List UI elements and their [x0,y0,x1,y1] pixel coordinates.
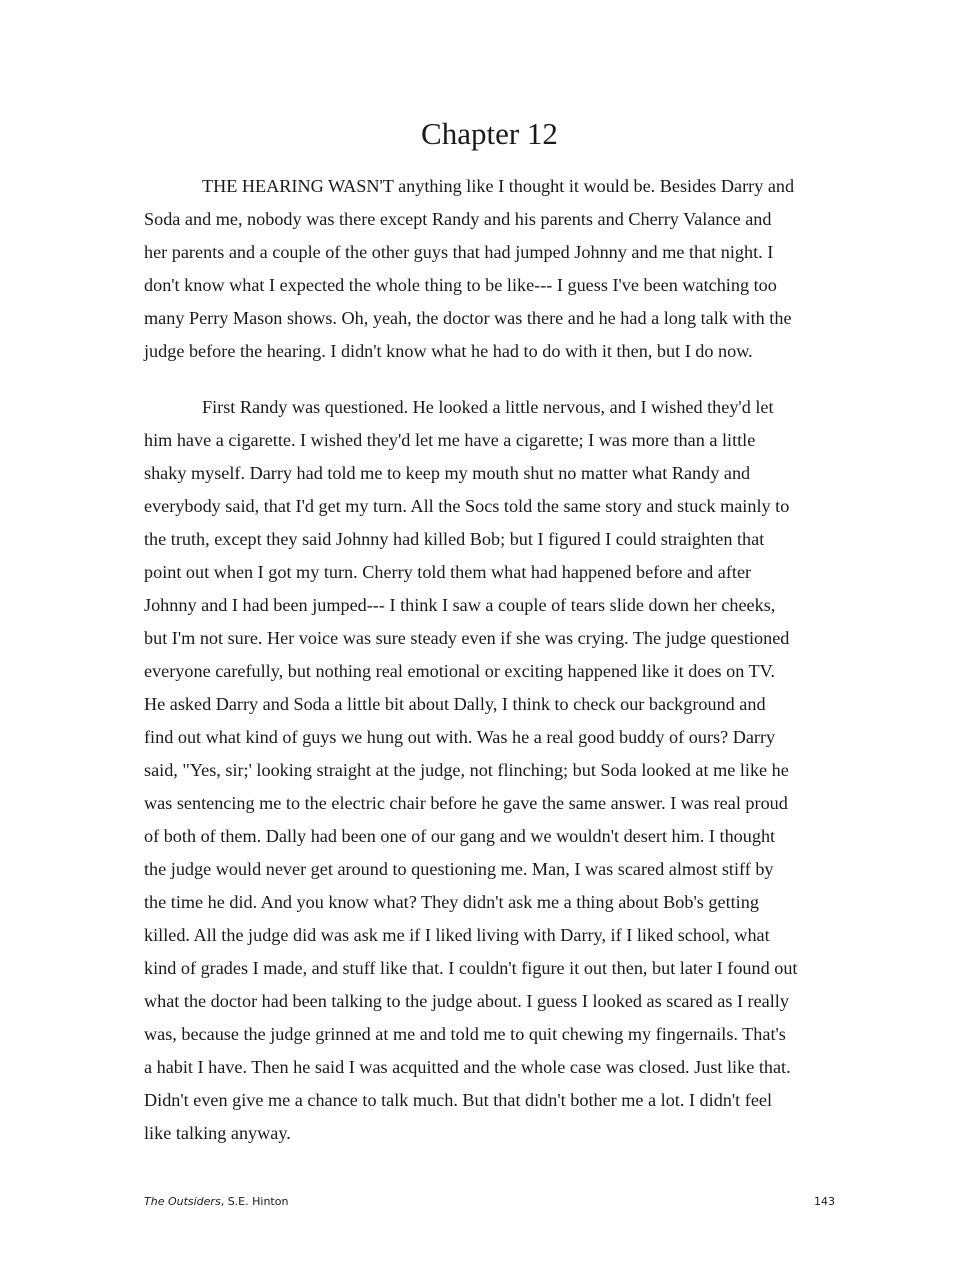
footer-book-credit [144,1194,288,1210]
text-line: a habit I have. Then he said I was acquitted and the whole case was closed. Just like that. [144,1057,791,1077]
text-line: the truth, except they said Johnny had killed Bob; but I figured I could straighten that [144,529,765,549]
body-text [144,170,836,1150]
text-line: the time he did. And you know what? They didn't ask me a thing about Bob's getting [144,892,759,912]
footer-author: , S.E. Hinton [220,1195,289,1208]
text-line: many Perry Mason shows. Oh, yeah, the doctor was there and he had a long talk with the [144,308,792,328]
footer-book-title: The Outsiders [144,1195,221,1208]
text-line: don't know what I expected the whole thing to be like--- I guess I've been watching too [144,275,777,295]
text-line: First Randy was questioned. He looked a little nervous, and I wished they'd let [202,397,774,417]
text-line: was sentencing me to the electric chair before he gave the same answer. I was real proud [144,793,788,813]
text-line: THE HEARING WASN'T anything like I thought it would be. Besides Darry and [202,176,795,196]
text-line: was, because the judge grinned at me and told me to quit chewing my fingernails. That's [144,1024,786,1044]
text-line: the judge would never get around to questioning me. Man, I was scared almost stiff by [144,859,774,879]
text-line: what the doctor had been talking to the judge about. I guess I looked as scared as I really [144,991,789,1011]
text-line: shaky myself. Darry had told me to keep my mouth shut no matter what Randy and [144,463,751,483]
text-line: judge before the hearing. I didn't know what he had to do with it then, but I do now. [144,341,753,361]
text-line: find out what kind of guys we hung out with. Was he a real good buddy of ours? Darry [144,727,776,747]
text-line: point out when I got my turn. Cherry told them what had happened before and after [144,562,752,582]
text-line: Johnny and I had been jumped--- I think I saw a couple of tears slide down her cheeks, [144,595,776,615]
text-line: said, "Yes, sir;' looking straight at the judge, not flinching; but Soda looked at me like he [144,760,789,780]
text-line: her parents and a couple of the other guys that had jumped Johnny and me that night. I [144,242,774,262]
text-line: of both of them. Dally had been one of our gang and we wouldn't desert him. I thought [144,826,776,846]
text-line: him have a cigarette. I wished they'd let me have a cigarette; I was more than a little [144,430,756,450]
text-line: killed. All the judge did was ask me if I liked living with Darry, if I liked school, what [144,925,770,945]
text-line: everyone carefully, but nothing real emotional or exciting happened like it does on TV. [144,661,775,681]
chapter-title: Chapter 12 [421,116,558,151]
text-line: but I'm not sure. Her voice was sure steady even if she was crying. The judge questioned [144,628,790,648]
text-line: Soda and me, nobody was there except Randy and his parents and Cherry Valance and [144,209,772,229]
page-number: 143 [814,1195,835,1208]
text-line: He asked Darry and Soda a little bit about Dally, I think to check our background and [144,694,766,714]
paragraph-2 [144,391,836,1150]
text-line: kind of grades I made, and stuff like that. I couldn't figure it out then, but later I found out [144,958,798,978]
text-line: everybody said, that I'd get my turn. All the Socs told the same story and stuck mainly to [144,496,790,516]
text-line: Didn't even give me a chance to talk much. But that didn't bother me a lot. I didn't feel [144,1090,773,1110]
text-line: like talking anyway. [144,1123,291,1143]
paragraph-1 [144,170,836,368]
